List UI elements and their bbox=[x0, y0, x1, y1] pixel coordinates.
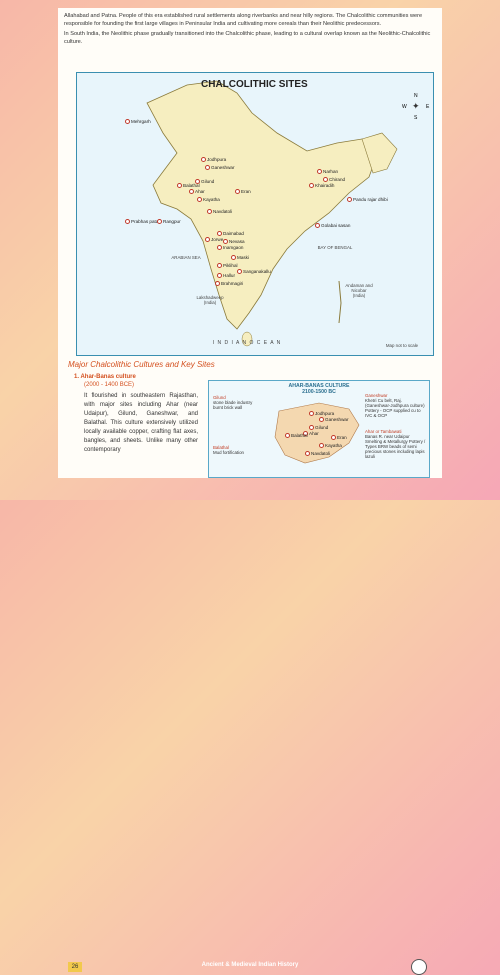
inset-date-text: 2100-1500 BC bbox=[302, 389, 336, 395]
site-maski: Maski bbox=[231, 255, 249, 260]
site-gilund: Gilund bbox=[195, 179, 214, 184]
intro-paragraph-2: In South India, the Neolithic phase gradually transitioned into the Chalcolithic phase, leading to a cultural overlap known as the Neolithic-Chalcolithic culture. bbox=[64, 31, 431, 45]
andaman-label: Andaman and Nicobar (India) bbox=[345, 283, 373, 298]
site-eran: Eran bbox=[235, 189, 251, 194]
india-map-shape bbox=[77, 73, 433, 355]
site-navdatoli: Navdatoli bbox=[207, 209, 232, 214]
inset-ahar-text: Banas R. near Udaipur Smelting & Metallurgy Pottery / Types BRW beads of semi precious stones including lapis lazuli bbox=[365, 434, 426, 459]
site-inamgaon: Inamgaon bbox=[217, 245, 243, 250]
inset-pin-gilund: Gilund bbox=[309, 425, 328, 430]
inset-gilund-note bbox=[213, 395, 261, 410]
site-jorwe: Jorwe bbox=[205, 237, 223, 242]
page-number: 26 bbox=[68, 962, 82, 972]
lakshadweep-label: Lakshadweep (India) bbox=[196, 295, 224, 305]
site-ganeshwar: Ganeshwar bbox=[205, 165, 235, 170]
book-page bbox=[58, 8, 442, 478]
inset-ganeshwar-text: Khetri Cu belt, Raj. (Ganeshwar-Jodhpura culture) Pottery - OCP supplied cu to IVC & OCP bbox=[365, 398, 425, 418]
site-golabai-sasan: Golabai sasan bbox=[315, 223, 350, 228]
site-brahmagiri: Brahmagiri bbox=[215, 281, 243, 286]
inset-pin-ahar: Ahar bbox=[303, 431, 319, 436]
inset-balathal-head: Balathal bbox=[213, 445, 229, 450]
compass-west: W bbox=[402, 104, 407, 110]
site-balathal: Balathal bbox=[177, 183, 200, 188]
site-prabhas-patan: Prabhas patan bbox=[125, 219, 161, 224]
page-footer bbox=[0, 478, 500, 970]
site-ahar: Ahar bbox=[189, 189, 205, 194]
inset-ganeshwar-note bbox=[365, 393, 427, 418]
publisher-logo-icon bbox=[411, 959, 427, 975]
inset-pin-kayatha: Kayatha bbox=[319, 443, 342, 448]
site-jodhpura: Jodhpura bbox=[201, 157, 226, 162]
inset-pin-jodhpura: Jodhpura bbox=[309, 411, 334, 416]
scale-note: Map not to scale bbox=[385, 343, 419, 348]
culture-heading: 1. Ahar-Banas culture bbox=[74, 374, 136, 380]
compass-rose bbox=[402, 93, 432, 123]
site-narhan: Narhan bbox=[317, 169, 338, 174]
bay-of-bengal-label: BAY OF BENGAL bbox=[317, 245, 353, 250]
section-title: Major Chalcolithic Cultures and Key Sites bbox=[68, 360, 215, 369]
site-khairadih: Khairadih bbox=[309, 183, 334, 188]
compass-north: N bbox=[414, 93, 418, 99]
inset-balathal-text: Mud fortification bbox=[213, 450, 244, 455]
intro-text bbox=[64, 12, 436, 48]
site-rangpur: Rangpur bbox=[157, 219, 181, 224]
map-title: CHALCOLITHIC SITES bbox=[201, 79, 308, 90]
inset-pin-balathal: Balathal bbox=[285, 433, 308, 438]
intro-paragraph-1: Allahabad and Patna. People of this era established rural settlements along riverbanks and near hilly regions. The Chalcolithic communities were responsible for founding the first large villages in Peninsular India and cultivating more cereals than their Neolithic predecessors. bbox=[64, 13, 423, 27]
site-pandu-rajar-dhibi: Pandu rajar dhibi bbox=[347, 197, 388, 202]
inset-pin-eran: Eran bbox=[331, 435, 347, 440]
site-daimabad: Daimabad bbox=[217, 231, 244, 236]
inset-pin-navdatoli: Navdatoli bbox=[305, 451, 330, 456]
inset-ahar-head: Ahar or Tambawati bbox=[365, 429, 402, 434]
site-hallur: Hallur bbox=[217, 273, 235, 278]
site-kayatha: Kayatha bbox=[197, 197, 220, 202]
site-mehrgarh: Mehrgarh bbox=[125, 119, 151, 124]
compass-south: S bbox=[414, 115, 418, 121]
site-piklihal: Piklihal bbox=[217, 263, 238, 268]
compass-east: E bbox=[426, 104, 430, 110]
arabian-sea-label: ARABIAN SEA bbox=[171, 255, 201, 260]
culture-date: (2000 - 1400 BCE) bbox=[84, 382, 135, 388]
inset-pin-ganeshwar: Ganeshwar bbox=[319, 417, 349, 422]
ahar-banas-inset bbox=[208, 380, 430, 478]
inset-ganeshwar-head: Ganeshwar bbox=[365, 393, 388, 398]
compass-star-icon: ✦ bbox=[412, 101, 420, 111]
inset-gilund-text: stone blade industry burnt brick wall bbox=[213, 400, 253, 410]
ocean-label: I N D I A N O C E A N bbox=[212, 340, 282, 346]
site-chirand: Chirand bbox=[323, 177, 345, 182]
inset-ahar-note bbox=[365, 429, 427, 459]
site-sanganakallu: Sanganakallu bbox=[237, 269, 271, 274]
site-nevasa: Nevasa bbox=[223, 239, 245, 244]
chalcolithic-map bbox=[76, 72, 434, 356]
culture-description: It flourished in southeastern Rajasthan, with major sites including Ahar (near Udaipur), Gilund, Ganeshwar, and Balathal. This culture extensively utilized locally available copper, crafting flat axes, bangles, and sheets. Unlike many other contemporary bbox=[84, 393, 198, 453]
inset-gilund-head: Gilund bbox=[213, 395, 226, 400]
inset-balathal-note bbox=[213, 445, 263, 455]
inset-title-text: AHAR-BANAS CULTURE bbox=[288, 383, 350, 389]
footer-book-title: Ancient & Medieval Indian History bbox=[201, 962, 299, 968]
